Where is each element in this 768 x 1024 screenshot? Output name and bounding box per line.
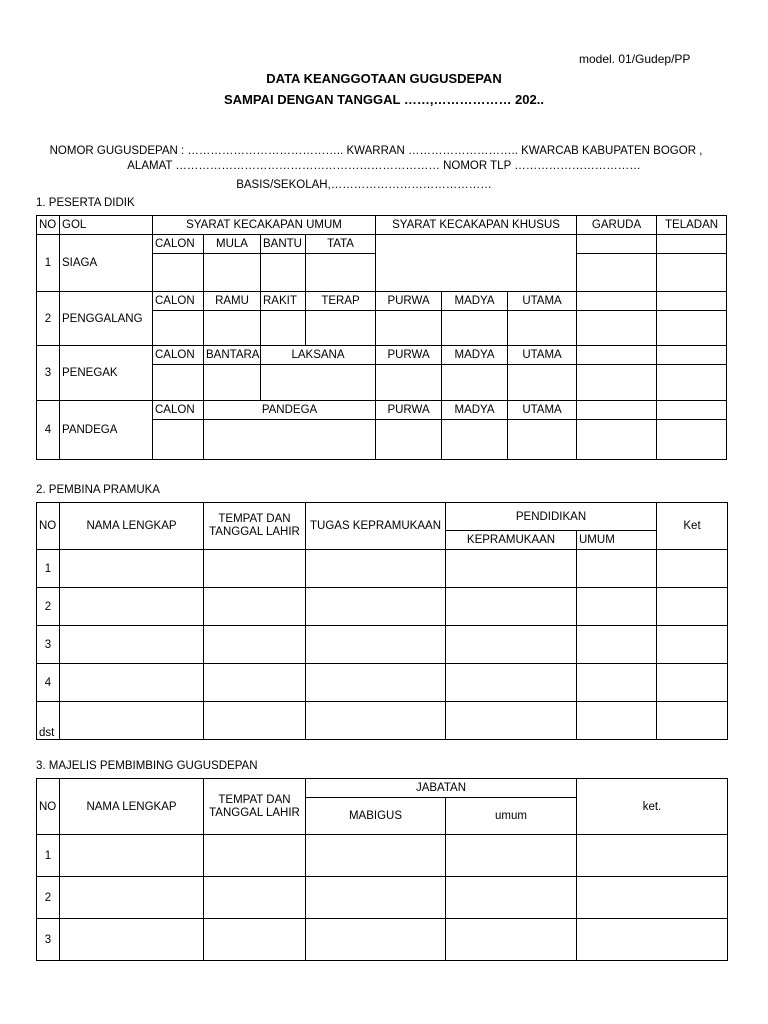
teladan-cell[interactable] [657,292,727,311]
table-row [37,550,728,588]
input-cell[interactable] [306,835,446,877]
table-row [37,588,728,626]
input-cell[interactable] [508,365,577,401]
garuda-cell[interactable] [577,311,657,346]
level-madya: MADYA [442,401,508,420]
garuda-cell[interactable] [577,346,657,365]
row-no: 1 [37,235,60,292]
level-rakit: RAKIT [261,292,306,311]
input-cell[interactable] [446,835,577,877]
address-line: ALAMAT …………………………………………………………… NOMOR TLP …………………………… [127,160,641,172]
input-cell[interactable] [204,311,261,346]
input-cell[interactable] [577,626,657,664]
header-nama-lengkap: NAMA LENGKAP [60,503,204,550]
level-ramu: RAMU [204,292,261,311]
input-cell[interactable] [306,702,446,740]
level-bantara: BANTARA [204,346,261,365]
level-terap: TERAP [306,292,376,311]
level-calon: CALON [153,292,204,311]
level-bantu: BANTU [261,235,306,254]
teladan-cell[interactable] [657,311,727,346]
input-cell[interactable] [577,702,657,740]
header-teladan: TELADAN [657,216,727,235]
level-utama: UTAMA [508,346,577,365]
input-cell[interactable] [306,550,446,588]
row-no: 4 [37,401,60,460]
input-cell[interactable] [204,702,306,740]
document-title: DATA KEANGGOTAAN GUGUSDEPAN [266,71,502,86]
input-cell[interactable] [446,626,577,664]
input-cell[interactable] [60,550,204,588]
header-skk: SYARAT KECAKAPAN KHUSUS [376,216,577,235]
input-cell[interactable] [657,626,728,664]
input-cell[interactable] [446,877,577,919]
input-cell[interactable] [657,550,728,588]
input-cell[interactable] [60,835,204,877]
input-cell[interactable] [204,420,376,460]
level-calon: CALON [153,346,204,365]
level-purwa: PURWA [376,346,442,365]
teladan-cell[interactable] [657,420,727,460]
level-mula: MULA [204,235,261,254]
input-cell[interactable] [204,919,306,961]
input-cell[interactable] [153,311,204,346]
input-cell[interactable] [153,365,204,401]
input-cell[interactable] [306,919,446,961]
header-tempat-tanggal-lahir: TEMPAT DAN TANGGAL LAHIR [204,503,306,550]
pembina-table [36,502,728,740]
level-laksana: LAKSANA [261,346,376,365]
section-3-title: 3. MAJELIS PEMBIMBING GUGUSDEPAN [36,760,258,772]
input-cell[interactable] [376,365,442,401]
input-cell[interactable] [204,550,306,588]
input-cell[interactable] [306,311,376,346]
input-cell[interactable] [204,254,261,292]
header-nama-lengkap: NAMA LENGKAP [60,779,204,835]
header-gol: GOL [60,216,153,235]
input-cell[interactable] [446,588,577,626]
teladan-cell[interactable] [657,235,727,254]
row-no: 1 [37,550,60,588]
input-cell[interactable] [508,311,577,346]
row-no: 1 [37,835,60,877]
input-cell[interactable] [577,835,728,877]
row-no: 3 [37,919,60,961]
input-cell[interactable] [442,420,508,460]
input-cell[interactable] [306,626,446,664]
input-cell[interactable] [60,626,204,664]
input-cell[interactable] [153,254,204,292]
input-cell[interactable] [657,588,728,626]
input-cell[interactable] [577,588,657,626]
document-subtitle-date: SAMPAI DENGAN TANGGAL ……,……………… 202.. [224,92,544,107]
input-cell[interactable] [376,311,442,346]
table-row [37,664,728,702]
level-tata: TATA [306,235,376,254]
input-cell[interactable] [60,919,204,961]
input-cell[interactable] [442,365,508,401]
teladan-cell[interactable] [657,365,727,401]
level-pandega: PANDEGA [204,401,376,420]
garuda-cell[interactable] [577,420,657,460]
peserta-didik-table [36,215,727,460]
input-cell[interactable] [657,664,728,702]
input-cell[interactable] [204,588,306,626]
teladan-cell[interactable] [657,254,727,292]
row-no: 2 [37,292,60,346]
input-cell[interactable] [261,365,376,401]
row-no: 2 [37,877,60,919]
input-cell[interactable] [577,877,728,919]
input-cell[interactable] [60,702,204,740]
garuda-cell[interactable] [577,401,657,420]
input-cell[interactable] [204,835,306,877]
input-cell[interactable] [261,311,306,346]
input-cell[interactable] [577,550,657,588]
row-no: dst [37,702,60,740]
gol-pandega: PANDEGA [60,401,153,460]
header-no: NO [37,503,60,550]
input-cell[interactable] [657,702,728,740]
garuda-cell[interactable] [577,254,657,292]
row-no: 2 [37,588,60,626]
header-umum: umum [446,798,577,835]
header-no: NO [37,216,60,235]
row-no: 4 [37,664,60,702]
input-cell[interactable] [376,420,442,460]
table-row [37,702,728,740]
input-cell[interactable] [153,420,204,460]
input-cell[interactable] [446,550,577,588]
input-cell[interactable] [204,626,306,664]
header-sku: SYARAT KECAKAPAN UMUM [153,216,376,235]
teladan-cell[interactable] [657,346,727,365]
garuda-cell[interactable] [577,292,657,311]
gudep-number-line: NOMOR GUGUSDEPAN : ………………………………….. KWARRAN ……………………….. KWARCAB KABUPATEN BOGOR , [49,145,703,157]
input-cell[interactable] [306,877,446,919]
input-cell[interactable] [60,664,204,702]
input-cell[interactable] [261,254,306,292]
header-garuda: GARUDA [577,216,657,235]
skk-cell[interactable] [376,235,577,292]
gol-siaga: SIAGA [60,235,153,292]
row-no: 3 [37,626,60,664]
header-umum: UMUM [577,531,657,550]
header-mabigus: MABIGUS [306,798,446,835]
section-2-title: 2. PEMBINA PRAMUKA [36,484,160,496]
input-cell[interactable] [442,311,508,346]
header-pendidikan: PENDIDIKAN [446,503,657,531]
gol-penegak: PENEGAK [60,346,153,401]
gol-penggalang: PENGGALANG [60,292,153,346]
header-jabatan: JABATAN [306,779,577,798]
input-cell[interactable] [306,254,376,292]
input-cell[interactable] [508,420,577,460]
table-row [37,626,728,664]
input-cell[interactable] [60,588,204,626]
input-cell[interactable] [306,588,446,626]
input-cell[interactable] [446,664,577,702]
level-madya: MADYA [442,346,508,365]
header-kepramukaan: KEPRAMUKAAN [446,531,577,550]
header-tugas-kepramukaan: TUGAS KEPRAMUKAAN [306,503,446,550]
table-row [37,919,728,961]
input-cell[interactable] [577,664,657,702]
teladan-cell[interactable] [657,401,727,420]
header-ket: Ket [657,503,728,550]
row-no: 3 [37,346,60,401]
level-calon: CALON [153,235,204,254]
table-row [37,835,728,877]
input-cell[interactable] [446,702,577,740]
level-utama: UTAMA [508,292,577,311]
input-cell[interactable] [306,664,446,702]
header-no: NO [37,779,60,835]
garuda-cell[interactable] [577,235,657,254]
form-model-code: model. 01/Gudep/PP [579,52,691,66]
section-1-title: 1. PESERTA DIDIK [36,197,135,209]
garuda-cell[interactable] [577,365,657,401]
level-calon: CALON [153,401,204,420]
table-row [37,877,728,919]
header-ket: ket. [577,779,728,835]
input-cell[interactable] [204,877,306,919]
input-cell[interactable] [204,664,306,702]
header-tempat-tanggal-lahir: TEMPAT DAN TANGGAL LAHIR [204,779,306,835]
level-madya: MADYA [442,292,508,311]
level-purwa: PURWA [376,401,442,420]
level-utama: UTAMA [508,401,577,420]
majelis-pembimbing-table [36,778,728,961]
input-cell[interactable] [204,365,261,401]
input-cell[interactable] [446,919,577,961]
input-cell[interactable] [60,877,204,919]
school-base-line: BASIS/SEKOLAH,…………………………………… [236,179,492,191]
input-cell[interactable] [577,919,728,961]
level-purwa: PURWA [376,292,442,311]
